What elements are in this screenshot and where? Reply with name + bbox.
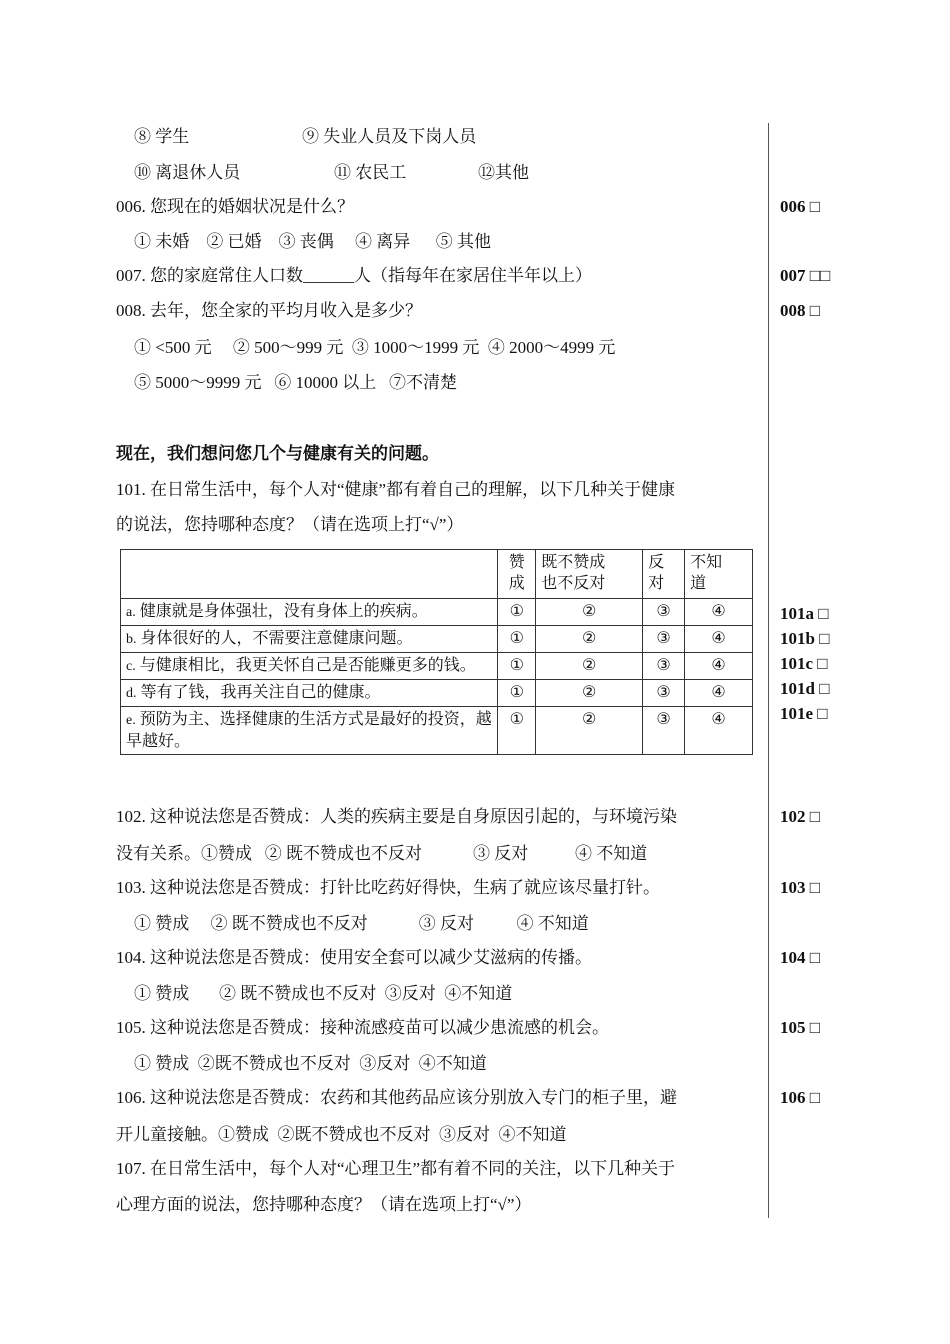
question-006-options: ① 未婚 ② 已婚 ③ 丧偶 ④ 离异 ⑤ 其他 [134, 232, 491, 251]
option-agree[interactable]: ① [498, 707, 536, 755]
statement-e [121, 707, 498, 755]
option-agree[interactable]: ① [498, 599, 536, 626]
table-header-row [121, 550, 753, 599]
question-008-text: 008. 去年，您全家的平均月收入是多少？ [116, 301, 422, 320]
occupation-option-migrant-worker: ⑪ 农民工 [334, 163, 407, 182]
occupation-option-unemployed: ⑨ 失业人员及下岗人员 [302, 127, 477, 146]
question-007-text: 007. 您的家庭常住人口数______人（指每年在家居住半年以上） [116, 266, 592, 285]
statement-a [121, 599, 498, 626]
code-box-101e[interactable]: 101e □ [780, 704, 828, 723]
table-row [121, 653, 753, 680]
table-row [121, 680, 753, 707]
table-row [121, 626, 753, 653]
statement-prefix: a. [126, 605, 136, 620]
code-box-101b[interactable]: 101b □ [780, 629, 830, 648]
code-box-007[interactable]: 007 □□ [780, 266, 831, 285]
code-box-006[interactable]: 006 □ [780, 197, 821, 216]
question-104-text: 104. 这种说法您是否赞成：使用安全套可以减少艾滋病的传播。 [116, 948, 592, 967]
header-neutral: 既不赞成 也不反对 [536, 550, 643, 599]
option-agree[interactable]: ① [498, 653, 536, 680]
attitude-table-101 [120, 549, 753, 755]
option-disagree[interactable]: ③ [643, 653, 685, 680]
option-disagree[interactable]: ③ [643, 599, 685, 626]
code-box-008[interactable]: 008 □ [780, 301, 821, 320]
code-column-divider [768, 123, 769, 1218]
question-008-options-row1: ① <500 元 ② 500～999 元 ③ 1000～1999 元 ④ 2000～4999 元 [134, 338, 616, 357]
question-103-options: ① 赞成 ② 既不赞成也不反对 ③ 反对 ④ 不知道 [134, 914, 589, 933]
option-neutral[interactable]: ② [536, 707, 643, 755]
code-box-106[interactable]: 106 □ [780, 1088, 821, 1107]
option-dont-know[interactable]: ④ [685, 599, 753, 626]
statement-text: 身体很好的人，不需要注意健康问题。 [136, 630, 413, 647]
table-row [121, 599, 753, 626]
question-105-options: ① 赞成 ②既不赞成也不反对 ③反对 ④不知道 [134, 1054, 487, 1073]
code-box-101d[interactable]: 101d □ [780, 679, 830, 698]
question-105-text: 105. 这种说法您是否赞成：接种流感疫苗可以减少患流感的机会。 [116, 1018, 609, 1037]
statement-d [121, 680, 498, 707]
statement-text: 预防为主、选择健康的生活方式是最好的投资，越早越好。 [126, 711, 492, 750]
option-neutral[interactable]: ② [536, 653, 643, 680]
question-101-text-line1: 101. 在日常生活中，每个人对“健康”都有着自己的理解，以下几种关于健康 [116, 480, 676, 499]
question-008-options-row2: ⑤ 5000～9999 元 ⑥ 10000 以上 ⑦不清楚 [134, 373, 457, 392]
code-box-102[interactable]: 102 □ [780, 807, 821, 826]
option-neutral[interactable]: ② [536, 680, 643, 707]
question-102-text-line2: 没有关系。①赞成 ② 既不赞成也不反对 ③ 反对 ④ 不知道 [116, 844, 648, 863]
code-box-101a[interactable]: 101a □ [780, 604, 829, 623]
statement-prefix: d. [126, 686, 137, 701]
table-header-blank [121, 550, 498, 599]
occupation-option-retired: ⑩ 离退休人员 [134, 163, 241, 182]
option-dont-know[interactable]: ④ [685, 707, 753, 755]
statement-text: 健康就是身体强壮，没有身体上的疾病。 [135, 603, 428, 620]
table-row [121, 707, 753, 755]
question-101-text-line2: 的说法，您持哪种态度？（请在选项上打“√”） [116, 515, 464, 534]
question-103-text: 103. 这种说法您是否赞成：打针比吃药好得快，生病了就应该尽量打针。 [116, 878, 660, 897]
question-006-text: 006. 您现在的婚姻状况是什么？ [116, 197, 354, 216]
statement-text: 与健康相比，我更关怀自己是否能赚更多的钱。 [135, 657, 476, 674]
question-107-text-line2: 心理方面的说法，您持哪种态度？（请在选项上打“√”） [116, 1195, 532, 1214]
option-neutral[interactable]: ② [536, 599, 643, 626]
option-disagree[interactable]: ③ [643, 680, 685, 707]
code-box-104[interactable]: 104 □ [780, 948, 821, 967]
option-neutral[interactable]: ② [536, 626, 643, 653]
option-agree[interactable]: ① [498, 626, 536, 653]
question-106-text-line2: 开儿童接触。①赞成 ②既不赞成也不反对 ③反对 ④不知道 [116, 1125, 567, 1144]
option-dont-know[interactable]: ④ [685, 626, 753, 653]
header-dont-know: 不知 道 [685, 550, 753, 599]
statement-prefix: c. [126, 659, 136, 674]
option-disagree[interactable]: ③ [643, 707, 685, 755]
occupation-option-student: ⑧ 学生 [134, 127, 190, 146]
option-dont-know[interactable]: ④ [685, 680, 753, 707]
statement-text: 等有了钱，我再关注自己的健康。 [136, 684, 381, 701]
statement-c [121, 653, 498, 680]
question-106-text-line1: 106. 这种说法您是否赞成：农药和其他药品应该分别放入专门的柜子里，避 [116, 1088, 677, 1107]
option-agree[interactable]: ① [498, 680, 536, 707]
question-104-options: ① 赞成 ② 既不赞成也不反对 ③反对 ④不知道 [134, 984, 513, 1003]
header-disagree: 反 对 [643, 550, 685, 599]
code-box-105[interactable]: 105 □ [780, 1018, 821, 1037]
statement-prefix: b. [126, 632, 137, 647]
question-102-text-line1: 102. 这种说法您是否赞成：人类的疾病主要是自身原因引起的，与环境污染 [116, 807, 677, 826]
option-disagree[interactable]: ③ [643, 626, 685, 653]
code-box-101c[interactable]: 101c □ [780, 654, 828, 673]
statement-b [121, 626, 498, 653]
section-heading: 现在，我们想问您几个与健康有关的问题。 [116, 444, 439, 463]
option-dont-know[interactable]: ④ [685, 653, 753, 680]
header-agree: 赞 成 [498, 550, 536, 599]
occupation-option-other: ⑫其他 [478, 163, 529, 182]
code-box-103[interactable]: 103 □ [780, 878, 821, 897]
statement-prefix: e. [126, 713, 136, 728]
question-107-text-line1: 107. 在日常生活中，每个人对“心理卫生”都有着不同的关注，以下几种关于 [116, 1159, 676, 1178]
